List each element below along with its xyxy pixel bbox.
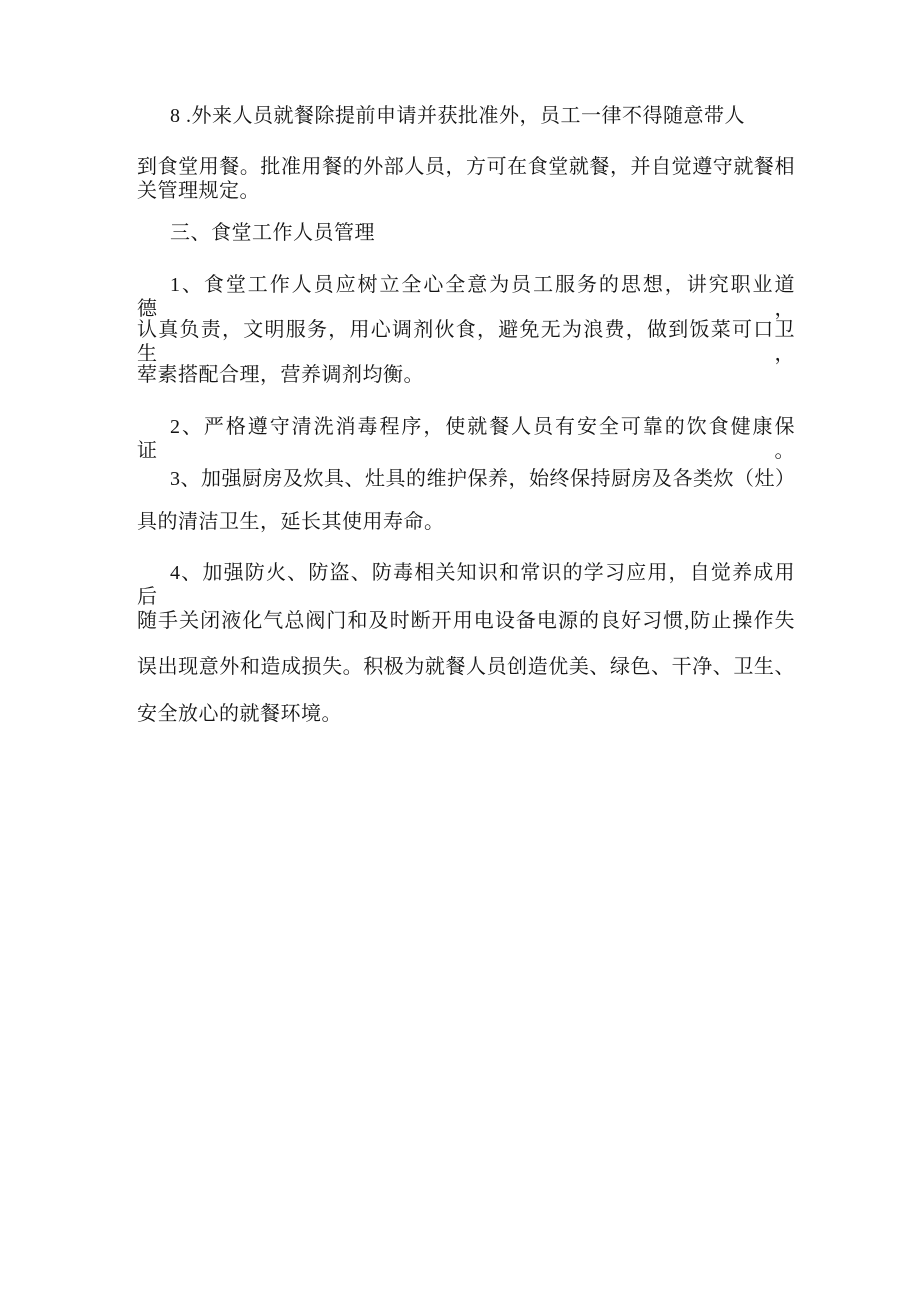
document-content <box>137 0 795 1301</box>
paragraph-8-line-1: 8 .外来人员就餐除提前申请并获批准外，员工一律不得随意带人 <box>170 105 745 127</box>
paragraph-8-line-2: 到食堂用餐。批准用餐的外部人员，方可在食堂就餐，并自觉遵守就餐相 <box>137 156 795 178</box>
item-4-line-4: 安全放心的就餐环境。 <box>137 703 342 725</box>
item-2-line-1: 2、严格遵守清洗消毒程序，使就餐人员有安全可靠的饮食健康保证。 <box>137 416 795 462</box>
section-heading: 三、食堂工作人员管理 <box>170 222 375 244</box>
item-1-line-3: 荤素搭配合理，营养调剂均衡。 <box>137 364 424 386</box>
item-4-line-3: 误出现意外和造成损失。积极为就餐人员创造优美、绿色、干净、卫生、 <box>137 656 795 678</box>
item-3-line-2: 具的清洁卫生，延长其使用寿命。 <box>137 511 445 533</box>
item-4-line-2: 随手关闭液化气总阀门和及时断开用电设备电源的良好习惯,防止操作失 <box>137 610 795 632</box>
item-3-line-1: 3、加强厨房及炊具、灶具的维护保养，始终保持厨房及各类炊（灶） <box>170 468 796 490</box>
item-1-line-2: 认真负责，文明服务，用心调剂伙食，避免无为浪费，做到饭菜可口卫生， <box>137 319 795 365</box>
item-1-line-1: 1、食堂工作人员应树立全心全意为员工服务的思想，讲究职业道德， <box>137 274 795 320</box>
paragraph-8-line-3: 关管理规定。 <box>137 180 260 202</box>
item-4-line-1: 4、加强防火、防盗、防毒相关知识和常识的学习应用，自觉养成用后 <box>137 562 795 608</box>
